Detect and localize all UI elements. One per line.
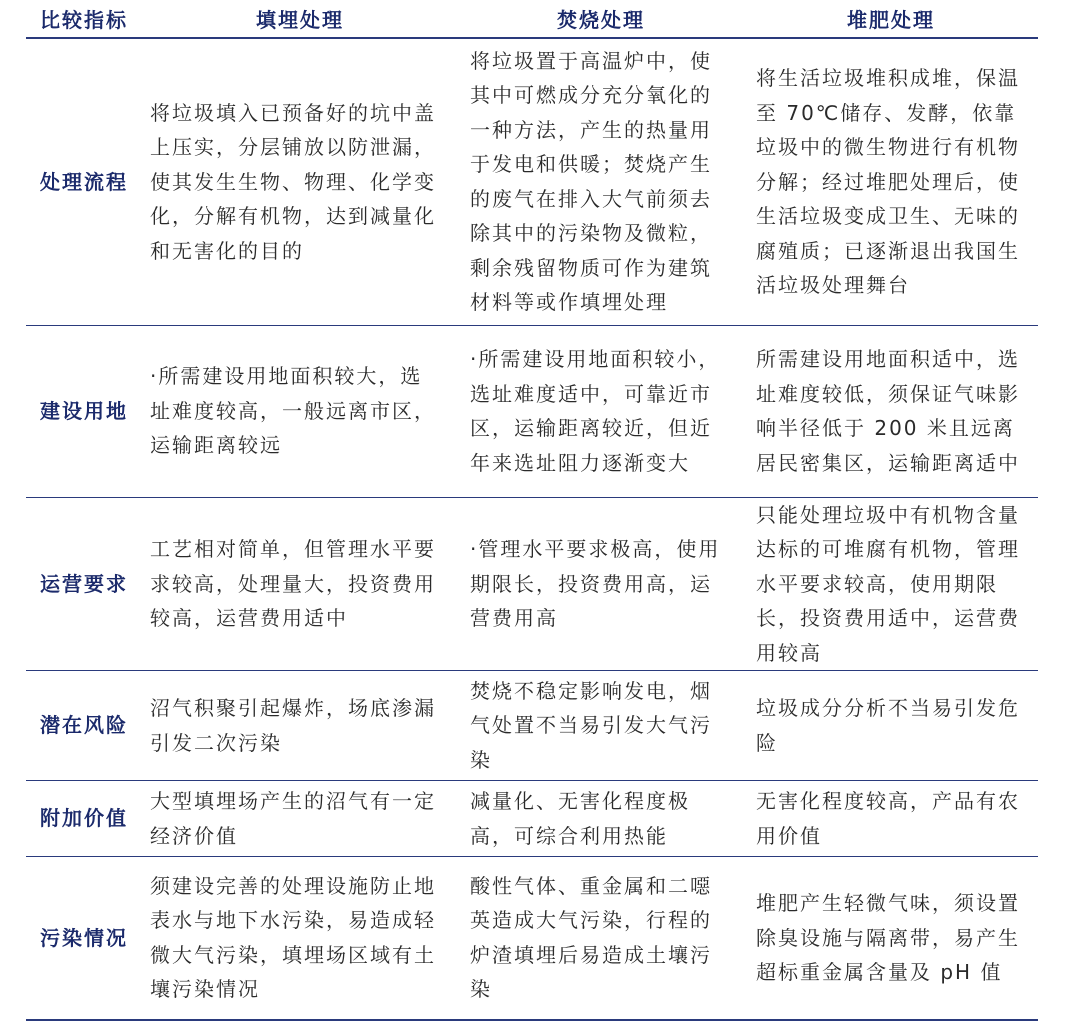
header-row [26, 0, 1038, 38]
table-row [26, 497, 1038, 671]
table-cell [744, 497, 1038, 671]
table-cell [142, 325, 458, 497]
table-row [26, 781, 1038, 857]
table-cell [458, 497, 744, 671]
cell-text: 无害化程度较高，产品有农用价值 [756, 789, 1020, 848]
cell-text: 将垃圾填入已预备好的坑中盖上压实，分层铺放以防泄漏，使其发生生物、物理、化学变化，分解有机物，达到减量化和无害化的目的 [150, 100, 436, 263]
table-cell [744, 38, 1038, 325]
table-cell [142, 781, 458, 857]
header-cell-metric: 比较指标 [26, 0, 142, 38]
cell-text: 将生活垃圾堆积成堆，保温至 70℃储存、发酵，依靠垃圾中的微生物进行有机物分解；经过堆肥处理后，使生活垃圾变成卫生、无味的腐殖质；已逐渐退出我国生活垃圾处理舞台 [756, 66, 1020, 297]
table-cell [458, 325, 744, 497]
cell-text: ·所需建设用地面积较小，选址难度适中，可靠近市区，运输距离较近，但近年来选址阻力逐渐变大 [470, 347, 721, 475]
cell-text: 酸性气体、重金属和二噁英造成大气污染，行程的炉渣填埋后易造成土壤污染 [470, 873, 712, 1002]
table-cell [458, 781, 744, 857]
cell-text: 大型填埋场产生的沼气有一定经济价值 [150, 789, 436, 848]
table-cell [458, 857, 744, 1020]
table-cell [458, 38, 744, 325]
comparison-table [26, 0, 1038, 1021]
table-row [26, 38, 1038, 325]
table-row [26, 857, 1038, 1020]
table-cell [744, 671, 1038, 781]
table-cell [142, 497, 458, 671]
cell-text: 须建设完善的处理设施防止地表水与地下水污染，易造成轻微大气污染，填埋场区域有土壤污染情况 [150, 873, 436, 1002]
cell-text: ·管理水平要求极高，使用期限长，投资费用高，运营费用高 [470, 537, 721, 630]
cell-text: 沼气积聚引起爆炸，场底渗漏引发二次污染 [150, 696, 436, 755]
cell-text: 垃圾成分分析不当易引发危险 [756, 696, 1020, 755]
header-cell-compost: 堆肥处理 [744, 0, 1038, 38]
row-label: 建设用地 [26, 325, 142, 497]
row-label: 附加价值 [26, 781, 142, 857]
table-cell [142, 38, 458, 325]
cell-text: 工艺相对简单，但管理水平要求较高，处理量大，投资费用较高，运营费用适中 [150, 537, 436, 630]
cell-text: ·所需建设用地面积较大，选址难度较高，一般远离市区，运输距离较远 [150, 364, 436, 458]
table-row [26, 325, 1038, 497]
header-cell-incineration: 焚烧处理 [458, 0, 744, 38]
table-cell [744, 857, 1038, 1020]
header-cell-landfill: 填埋处理 [142, 0, 458, 38]
row-label: 运营要求 [26, 497, 142, 671]
table-cell [142, 671, 458, 781]
table-row [26, 671, 1038, 781]
cell-text: 所需建设用地面积适中，选址难度较低，须保证气味影响半径低于 200 米且远离居民密集区，运输距离适中 [756, 347, 1020, 475]
cell-text: 将垃圾置于高温炉中，使其中可燃成分充分氧化的一种方法，产生的热量用于发电和供暖；焚烧产生的废气在排入大气前须去除其中的污染物及微粒，剩余残留物质可作为建筑材料等或作填埋处理 [470, 48, 712, 315]
cell-text: 堆肥产生轻微气味，须设置除臭设施与隔离带，易产生超标重金属含量及 pH 值 [756, 891, 1020, 984]
cell-text: 减量化、无害化程度极高，可综合利用热能 [470, 789, 690, 848]
row-label: 污染情况 [26, 857, 142, 1020]
cell-text: 只能处理垃圾中有机物含量达标的可堆腐有机物，管理水平要求较高，使用期限长，投资费用适中，运营费用较高 [756, 502, 1020, 665]
table-cell [744, 325, 1038, 497]
cell-text: 焚烧不稳定影响发电，烟气处置不当易引发大气污染 [470, 678, 712, 772]
table-cell [142, 857, 458, 1020]
table-cell [458, 671, 744, 781]
row-label: 潜在风险 [26, 671, 142, 781]
table-cell [744, 781, 1038, 857]
row-label: 处理流程 [26, 38, 142, 325]
